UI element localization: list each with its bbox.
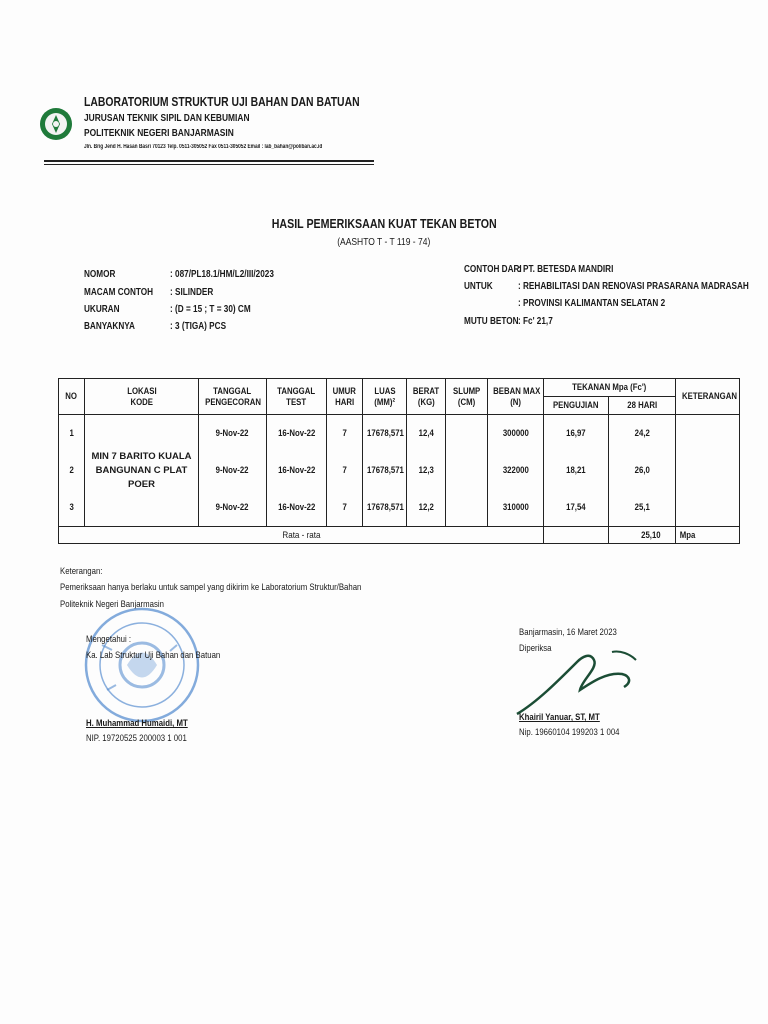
col-luas-header: LUAS (MM)²: [363, 379, 407, 415]
banyaknya-label: BANYAKNYA: [84, 321, 135, 332]
notes-line-2: Politeknik Negeri Banjarmasin: [60, 599, 164, 610]
institution-name: POLITEKNIK NEGERI BANJARMASIN: [84, 127, 234, 139]
untuk-label: UNTUK: [464, 281, 493, 292]
average-label: Rata - rata: [281, 529, 321, 541]
official-stamp: [82, 605, 202, 725]
col-28hari-header: 28 HARI: [609, 397, 676, 415]
sign-right-role: Diperiksa: [519, 643, 552, 654]
sign-left-name: H. Muhammad Humaidi, MT: [86, 718, 188, 729]
sign-right-nip: Nip. 19660104 199203 1 004: [519, 727, 620, 738]
col-no-header: NO: [59, 379, 85, 415]
ukuran-label: UKURAN: [84, 304, 120, 315]
untuk-value-2: : PROVINSI KALIMANTAN SELATAN 2: [518, 298, 666, 309]
table-row: 1 MIN 7 BARITO KUALA BANGUNAN C PLAT POER 9-Nov-22 16-Nov-22 7 17678,571 12,4 300000 16,97 24,2: [59, 415, 740, 453]
results-table: [58, 378, 740, 544]
header-rule: [44, 160, 374, 162]
col-tgl-pengecoran-header: TANGGAL PENGECORAN: [199, 379, 267, 415]
col-slump-header: SLUMP (CM): [446, 379, 488, 415]
table-row: 2 9-Nov-22 16-Nov-22 7 17678,571 12,3 322000 18,21 26,0: [59, 453, 740, 489]
sign-right-place-date: Banjarmasin, 16 Maret 2023: [519, 627, 617, 638]
sign-left-nip: NIP. 19720525 200003 1 001: [86, 733, 187, 744]
department-name: JURUSAN TEKNIK SIPIL DAN KEBUMIAN: [84, 112, 250, 124]
sign-right-name: Khairil Yanuar, ST, MT: [519, 712, 600, 723]
sign-left-role-1: Mengetahui :: [86, 634, 132, 645]
average-row: [59, 527, 740, 544]
col-beban-header: BEBAN MAX (N): [488, 379, 544, 415]
col-lokasi-header: LOKASI KODE: [85, 379, 199, 415]
document-subtitle: (AASHTO T - T 119 - 74): [337, 237, 431, 248]
col-tekanan-header: TEKANAN Mpa (Fc'): [544, 379, 676, 397]
header-rule-thin: [44, 164, 374, 165]
mutu-beton-label: MUTU BETON: [464, 316, 519, 327]
sign-left-role-2: Ka. Lab Struktur Uji Bahan dan Batuan: [86, 650, 221, 661]
banyaknya-value: : 3 (TIGA) PCS: [170, 321, 227, 332]
contoh-dari-label: CONTOH DARI: [464, 264, 522, 275]
location-text: MIN 7 BARITO KUALA BANGUNAN C PLAT POER: [91, 450, 192, 490]
col-berat-header: BERAT (KG): [407, 379, 446, 415]
address-line: Jln. Brig Jend H. Hasan Basri 70123 Telp. 0511-305052 Fax 0511-305052 Email : lab_bahan@poliban.ac.id: [84, 144, 323, 150]
nomor-value: : 087/PL18.1/HM/L2/III/2023: [170, 269, 274, 280]
document-title: HASIL PEMERIKSAAN KUAT TEKAN BETON: [271, 216, 497, 231]
signature-mark: [512, 632, 642, 722]
lab-name: LABORATORIUM STRUKTUR UJI BAHAN DAN BATUAN: [84, 94, 360, 109]
table-row: 3 9-Nov-22 16-Nov-22 7 17678,571 12,2 310000 17,54 25,1: [59, 489, 740, 527]
table-header-row: [59, 379, 740, 397]
col-pengujian-header: PENGUJIAN: [544, 397, 609, 415]
average-value: 25,10: [641, 529, 661, 541]
col-umur-header: UMUR HARI: [327, 379, 363, 415]
notes-line-1: Pemeriksaan hanya berlaku untuk sampel yang dikirim ke Laboratorium Struktur/Bahan: [60, 582, 362, 593]
untuk-value-1: : REHABILITASI DAN RENOVASI PRASARANA MADRASAH: [518, 281, 749, 292]
macam-contoh-value: : SILINDER: [170, 287, 214, 298]
average-unit: Mpa: [679, 529, 696, 541]
ukuran-value: : (D = 15 ; T = 30) CM: [170, 304, 251, 315]
nomor-label: NOMOR: [84, 269, 116, 280]
macam-contoh-label: MACAM CONTOH: [84, 287, 154, 298]
col-tgl-test-header: TANGGAL TEST: [267, 379, 327, 415]
mutu-beton-value: : Fc' 21,7: [518, 316, 553, 327]
contoh-dari-value: : PT. BETESDA MANDIRI: [518, 264, 614, 275]
notes-label: Keterangan:: [60, 566, 103, 577]
institution-logo: [38, 96, 74, 156]
col-keterangan-header: KETERANGAN: [676, 379, 740, 415]
